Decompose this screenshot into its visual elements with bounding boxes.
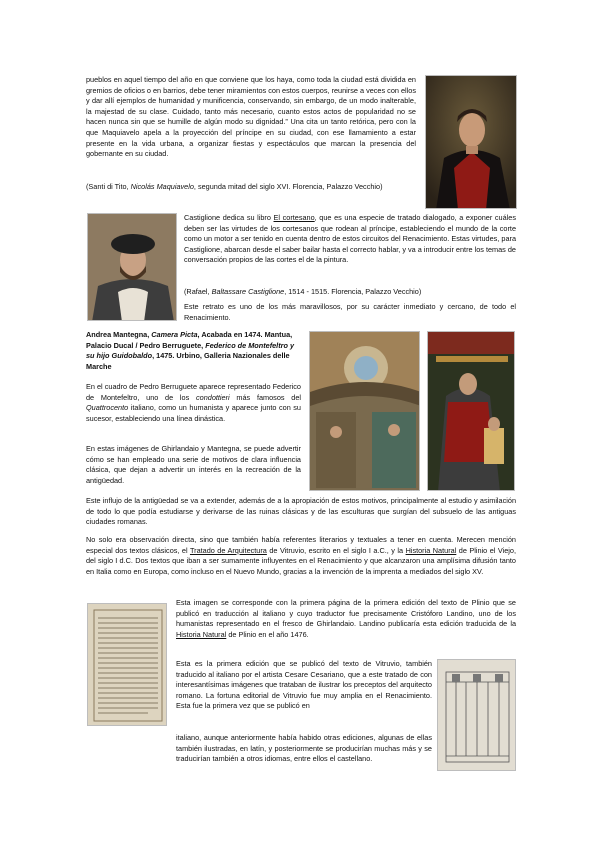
vitruvio-paragraph: Esta es la primera edición que se publicó del texto de Vitruvio, también traducido al italiano por el artista Cesare Cesariano, que a este tratado de con interesantísimas imágenes que trataban de ilustrar los preceptos del arquitecto romano. La fortuna editorial de Vitruvio fue muy amplia en el Renacimiento. Esta fue la primera vez que se publicó en (176, 659, 432, 711)
castiglione-caption-title: Baltassare Castiglione (211, 287, 285, 296)
maquiavelo-text: pueblos en aquel tiempo del año en que conviene que los haya, como toda la ciudad está dividida en gremios de oficios o en barrios, debe tener miramientos con estos cuerpos, reunirse a veces con ellos y dar allí ejemplos de humanidad y munificencia, conservando, sin embargo, de un modo inalterable, la majestad de su clase. Cuidado, tanto más necesario, cuanto estos actos de popularidad no se hacen nunca sin que se humille de algún modo su dignidad.” Una cita un tanto retórica, pero con la que Maquiavelo apela a la proyección del príncipe en su ciudad, con ese llamamiento a estar presente en la vida urbana, a organizar fiestas y espectáculos que marcan la presencia del gobernante en su ciudad. (86, 75, 416, 159)
historia-natural-link-2[interactable]: Historia Natural (176, 629, 227, 639)
el-cortesano-link[interactable]: El cortesano (273, 213, 315, 222)
berruguete-paragraph: En el cuadro de Pedro Berruguete aparece representado Federico de Montefeltro, uno de los condottieri más famosos del Quattrocento italiano, como un humanista y aparece junto con su sucesor, estableciendo una línea dinástica. (86, 382, 302, 423)
machiavelli-portrait-image (425, 75, 517, 209)
maquiavelo-caption-title: Nicolás Maquiavelo (130, 182, 194, 191)
influjo-paragraph: Este influjo de la antigüedad se va a extender, además de a la apropiación de estos motivos, principalmente al estudio y asimilación de todo lo que podía estudiarse y derivarse de las ruinas clásicas y de las esculturas que surgían del subsuelo de las antiguas ciudades romanas. (86, 496, 516, 527)
mantegna-caption: Andrea Mantegna, Camera Picta, Acabada en 1474. Mantua, Palacio Ducal / Pedro Berruguete, Federico de Montefeltro y su hijo Guidobaldo, 1475. Urbino, Galleria Nazionales delle Marche (86, 330, 295, 371)
observacion-paragraph: No solo era observación directa, sino que también había referentes literarios y textuales a tener en cuenta. Merecen mención especial dos textos clásicos, el Tratado de Arquitectura de Vitruvio, escrito en el siglo I a.C., y la Historia Natural de Plinio el Viejo, del siglo I d.C. Dos textos que iban a ser sumamente influyentes en el Renacimiento y que alcanzaron una amplísima difusión tanto en Italia como en Europa, como incluso en el Nuevo Mundo, gracias a la invención de la imprenta a mediados del siglo XV. (86, 535, 517, 576)
camera-picta-image (309, 331, 420, 491)
tratado-arquitectura-link[interactable]: Tratado de Arquitectura (189, 545, 267, 555)
plinio-paragraph: Esta imagen se corresponde con la primera página de la primera edición del texto de Plinio que se publicó en traducción al italiano y cuyo traductor fue precisamente Cristóforo Landino, uno de los humanistas representado en el fresco de Ghirlandaio. Landino publicaría esta edición traducida de la Historia Natural de Plinio en el año 1476. (176, 598, 516, 639)
historia-natural-link[interactable]: Historia Natural (405, 545, 457, 555)
vitruvio-continuation: italiano, aunque anteriormente había habido otras ediciones, algunas de ellas también ilustradas, en latín, y posteriormente se producirían muchas más y se traducirían también a otros idiomas, entre ellos el castellano. (176, 733, 432, 764)
maquiavelo-caption: (Santi di Tito, Nicolás Maquiavelo, segunda mitad del siglo XVI. Florencia, Palazzo Vecchio) (86, 182, 383, 191)
ghirlandaio-paragraph: En estas imágenes de Ghirlandaio y Mantegna, se puede advertir cómo se han empleado una serie de motivos de clara influencia clásica, que dejan a advertir un interés en la recreación de la antigüedad. (86, 444, 301, 485)
maquiavelo-paragraph (86, 75, 416, 160)
plinio-first-page-image (87, 603, 167, 726)
castiglione-note: Este retrato es uno de los más maravillosos, por su carácter inmediato y cercano, de todo el Renacimiento. (184, 302, 516, 322)
castiglione-caption: (Rafael, Baltassare Castiglione, 1514 - 1515. Florencia, Palazzo Vecchio) (184, 287, 422, 296)
castiglione-paragraph: Castiglione dedica su libro El cortesano, que es una especie de tratado dialogado, a exponer cuáles deben ser las virtudes de los cortesanos que rodean al príncipe, estableciendo el mundo de la corte como un motor a ser tenido en cuenta dentro de estos circuitos del Renacimiento. Estas virtudes, para Castiglione, abarcan desde el saber bailar hasta el correcto hablar, y va a introducir entre los temas de conversación propios de las cortes el de la pintura. (184, 213, 516, 265)
castiglione-portrait-image (87, 213, 177, 321)
montefeltro-painting-image (427, 331, 515, 491)
vitruvio-edition-image (437, 659, 516, 771)
